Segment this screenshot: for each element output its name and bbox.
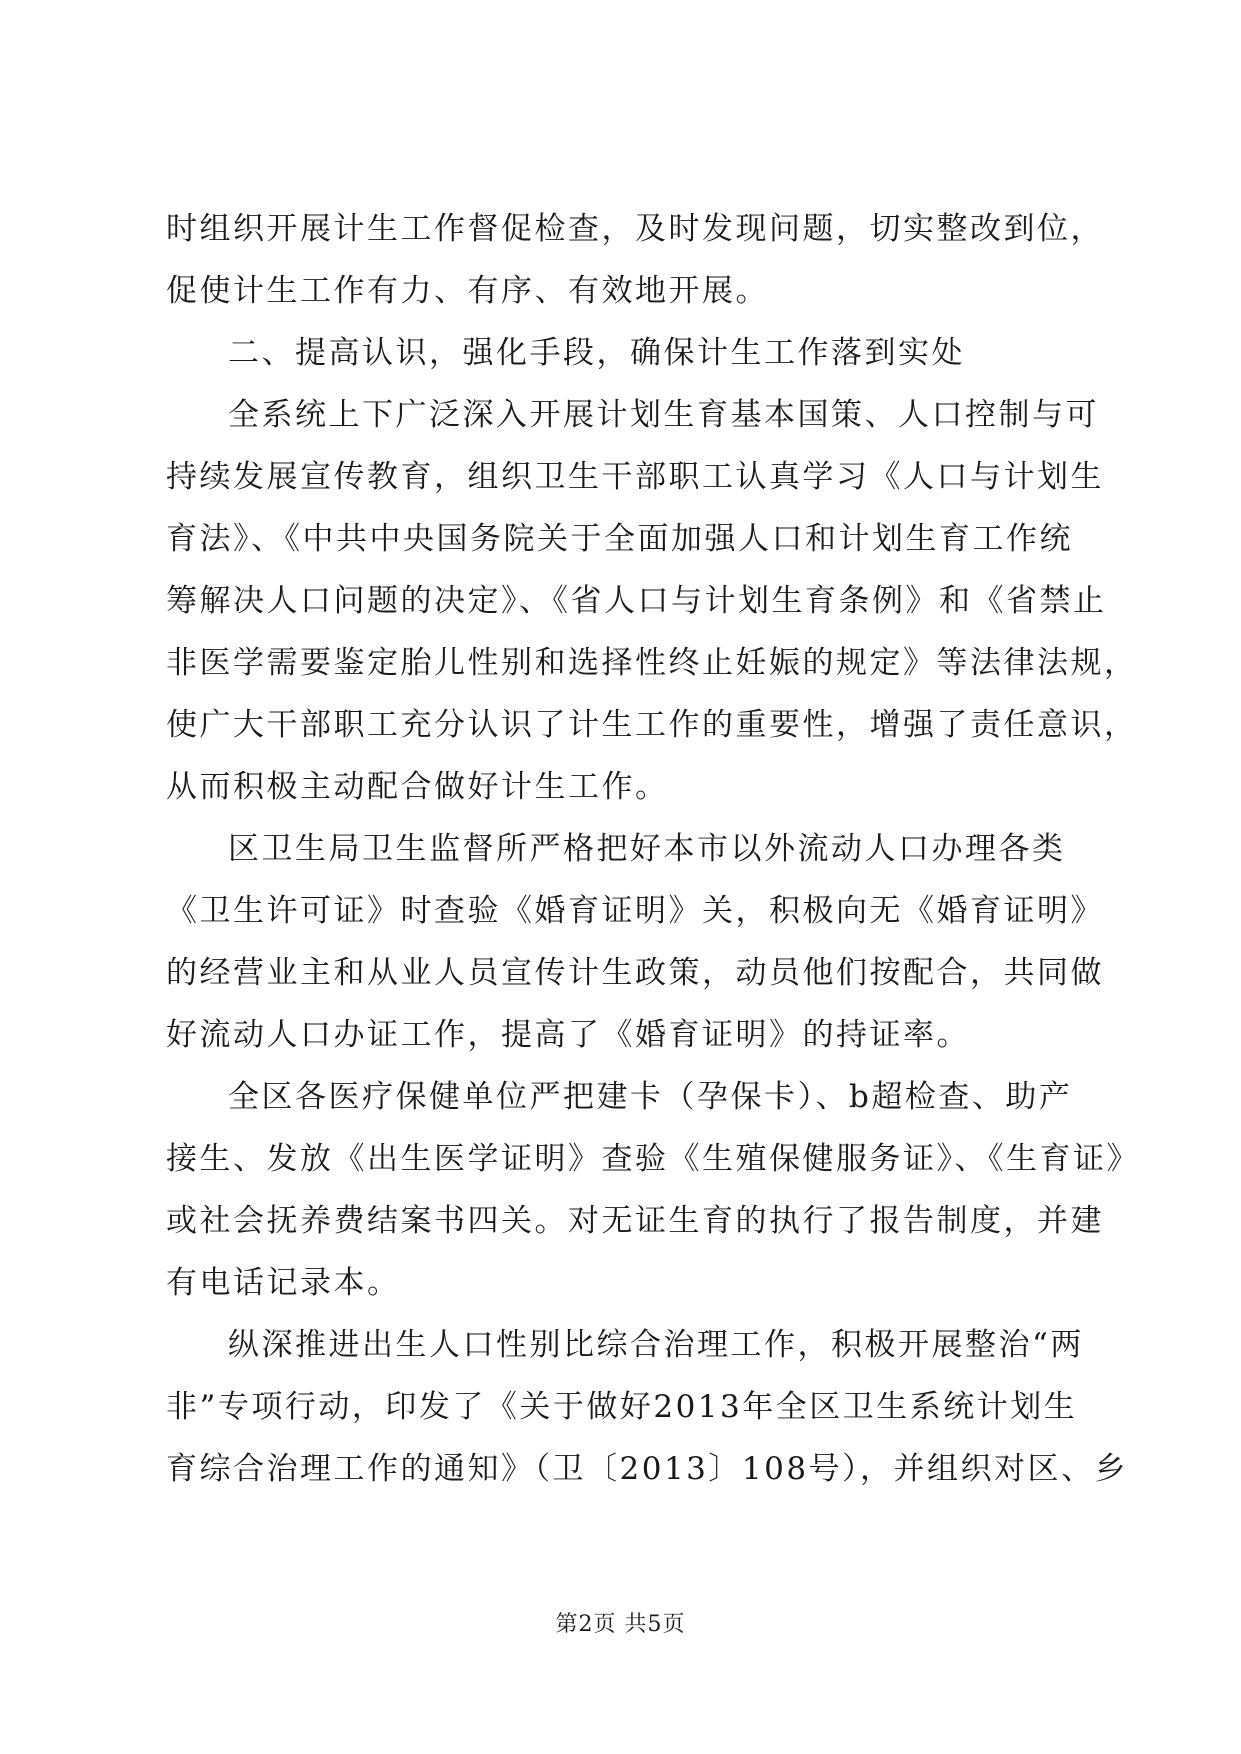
- text-line: 非”专项行动，印发了《关于做好2013年全区卫生系统计划生: [166, 1389, 1078, 1425]
- section-heading: 二、提高认识，强化手段，确保计生工作落到实处: [228, 335, 965, 371]
- text-line: 或社会抚养费结案书四关。对无证生育的执行了报告制度，并建: [166, 1203, 1104, 1239]
- text-line: 时组织开展计生工作督促检查，及时发现问题，切实整改到位，: [166, 211, 1104, 247]
- document-body: [166, 198, 1140, 1500]
- text-line: 《卫生许可证》时查验《婚育证明》关，积极向无《婚育证明》: [166, 893, 1104, 929]
- text-line: 育综合治理工作的通知》（卫〔2013〕108号），并组织对区、乡: [166, 1451, 1129, 1487]
- text-line: 全区各医疗保健单位严把建卡（孕保卡）、b超检查、助产: [228, 1079, 1073, 1115]
- text-line: 有电话记录本。: [166, 1265, 401, 1301]
- text-line: 促使计生工作有力、有序、有效地开展。: [166, 273, 769, 309]
- text-line: 非医学需要鉴定胎儿性别和选择性终止妊娠的规定》等法律法规，: [166, 645, 1138, 681]
- text-line: 的经营业主和从业人员宣传计生政策，动员他们按配合，共同做: [166, 955, 1104, 991]
- text-line: 育法》、《中共中央国务院关于全面加强人口和计划生育工作统: [166, 521, 1073, 557]
- text-line: 使广大干部职工充分认识了计生工作的重要性，增强了责任意识，: [166, 707, 1138, 743]
- text-line: 好流动人口办证工作，提高了《婚育证明》的持证率。: [166, 1017, 970, 1053]
- page-number-footer: 第2页 共5页: [555, 1612, 686, 1637]
- text-line: 持续发展宣传教育，组织卫生干部职工认真学习《人口与计划生: [166, 459, 1104, 495]
- text-line: 纵深推进出生人口性别比综合治理工作，积极开展整治“两: [228, 1327, 1084, 1363]
- text-line: 区卫生局卫生监督所严格把好本市以外流动人口办理各类: [228, 831, 1066, 867]
- text-line: 全系统上下广泛深入开展计划生育基本国策、人口控制与可: [228, 397, 1099, 433]
- text-line: 筹解决人口问题的决定》、《省人口与计划生育条例》和《省禁止: [166, 583, 1107, 619]
- text-line: 从而积极主动配合做好计生工作。: [166, 769, 669, 805]
- text-line: 接生、发放《出生医学证明》查验《生殖保健服务证》、《生育证》: [166, 1141, 1140, 1177]
